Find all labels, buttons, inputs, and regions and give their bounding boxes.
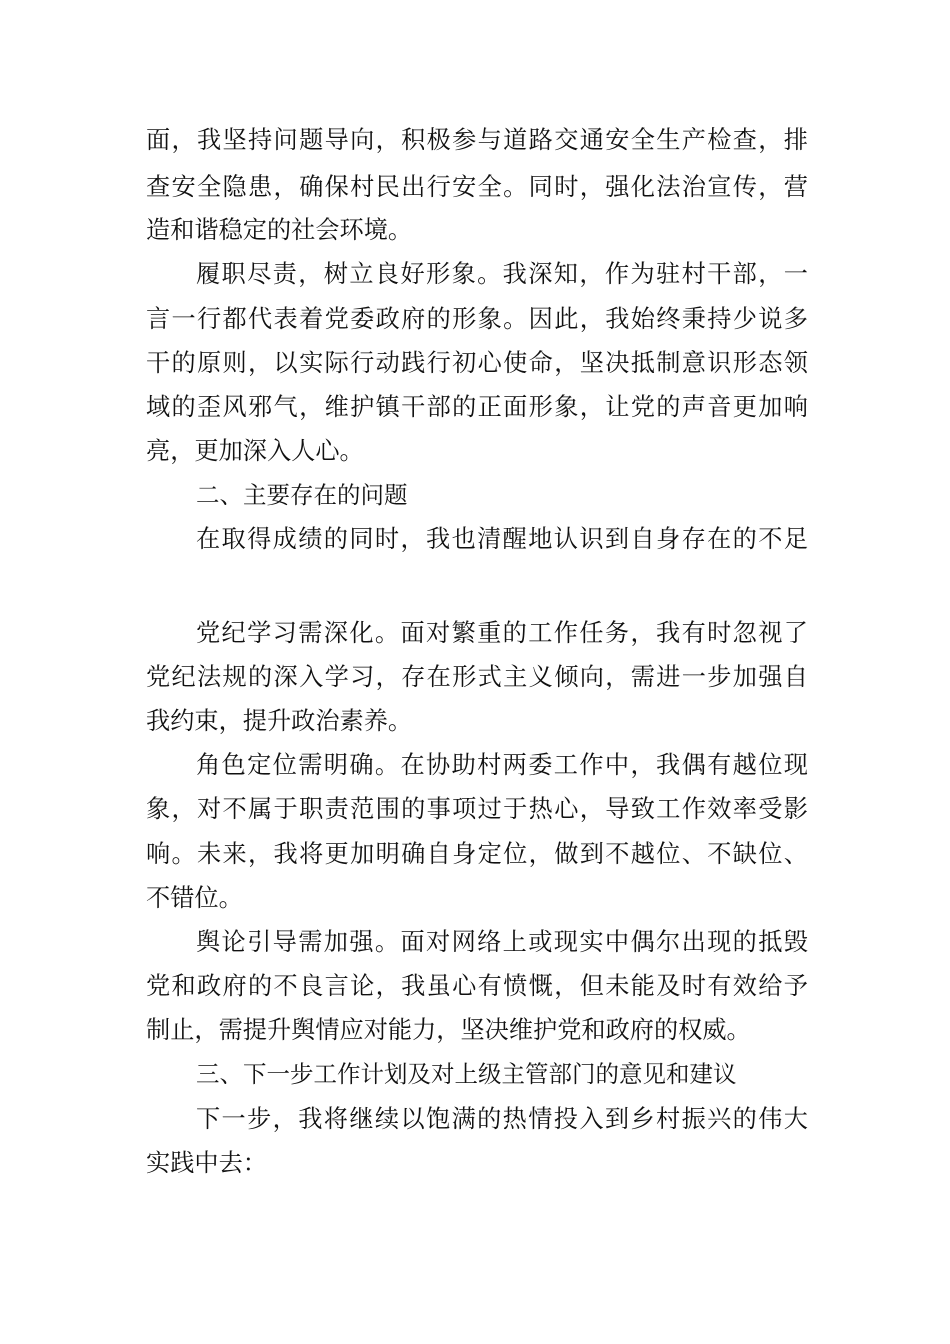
section-heading-3: 三、下一步工作计划及对上级主管部门的意见和建议 <box>196 1060 737 1088</box>
paragraph-start-line: 在取得成绩的同时，我也清醒地认识到自身存在的不足 <box>196 525 808 553</box>
paragraph-start-line: 党纪学习需深化。面对繁重的工作任务，我有时忽视了 <box>196 619 808 647</box>
paragraph-start-line: 履职尽责，树立良好形象。我深知，作为驻村干部，一 <box>196 260 808 288</box>
text-line: 响。未来，我将更加明确自身定位，做到不越位、不缺位、 <box>146 840 808 868</box>
text-line: 制止，需提升舆情应对能力，坚决维护党和政府的权威。 <box>146 1016 751 1044</box>
text-line: 面，我坚持问题导向，积极参与道路交通安全生产检查，排 <box>146 126 808 154</box>
text-line: 亮，更加深入人心。 <box>146 437 364 465</box>
text-line: 实践中去： <box>146 1149 267 1177</box>
paragraph-start-line: 角色定位需明确。在协助村两委工作中，我偶有越位现 <box>196 751 808 779</box>
text-line: 干的原则，以实际行动践行初心使命，坚决抵制意识形态领 <box>146 349 808 377</box>
text-line: 查安全隐患，确保村民出行安全。同时，强化法治宣传，营 <box>146 173 808 201</box>
text-line: 言一行都代表着党委政府的形象。因此，我始终秉持少说多 <box>146 305 808 333</box>
paragraph-start-line: 下一步，我将继续以饱满的热情投入到乡村振兴的伟大 <box>196 1105 808 1133</box>
text-line: 我约束，提升政治素养。 <box>146 707 413 735</box>
text-line: 域的歪风邪气，维护镇干部的正面形象，让党的声音更加响 <box>146 393 808 421</box>
section-heading-2: 二、主要存在的问题 <box>196 481 408 509</box>
text-line: 造和谐稳定的社会环境。 <box>146 216 413 244</box>
text-line: 象，对不属于职责范围的事项过于热心，导致工作效率受影 <box>146 795 808 823</box>
text-line: 党纪法规的深入学习，存在形式主义倾向，需进一步加强自 <box>146 663 808 691</box>
text-line: 党和政府的不良言论，我虽心有愤慨，但未能及时有效给予 <box>146 972 808 1000</box>
paragraph-start-line: 舆论引导需加强。面对网络上或现实中偶尔出现的抵毁 <box>196 928 808 956</box>
text-line: 不错位。 <box>146 884 243 912</box>
